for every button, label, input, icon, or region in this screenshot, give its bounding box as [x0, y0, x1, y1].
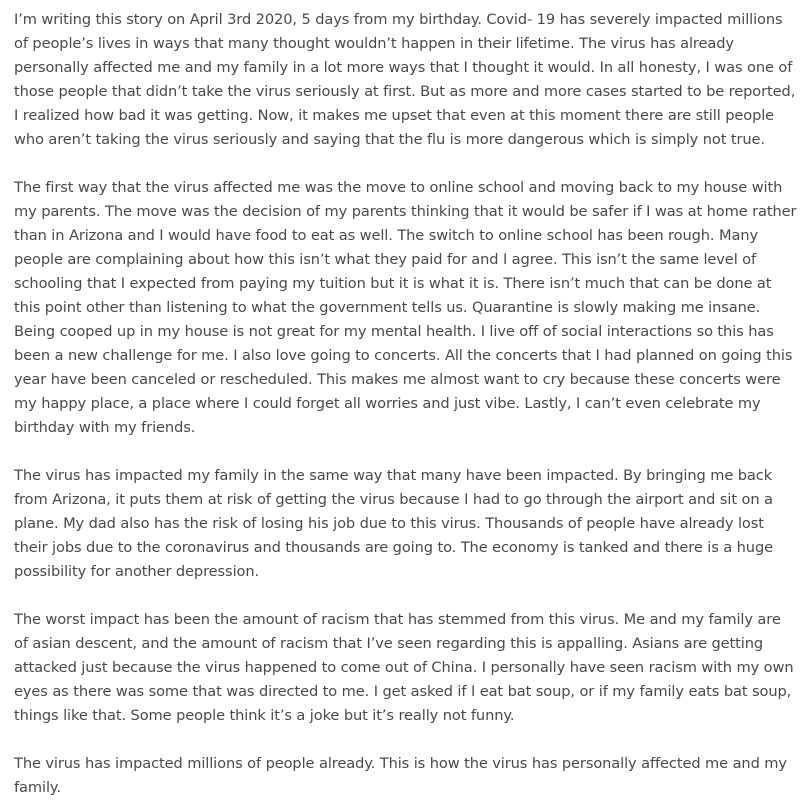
story-paragraph-3: The virus has impacted my family in the same way that many have been impacted. By bringing me back from Arizona, it puts them at risk of getting the virus because I had to go through the airport and sit on a plane. My dad also has the risk of losing his job due to this virus. Thousands of people have already lost their jobs due to the coronavirus and thousands are going to. The economy is tanked and there is a huge possibility for another depression. [14, 467, 774, 580]
story-paragraph-4: The worst impact has been the amount of racism that has stemmed from this virus. Me and my family are of asian descent, and the amount of racism that I’ve seen regarding this is appalling. Asians are getting attacked just because the virus happened to come out of China. I personally have seen racism with my own eyes as there was some that was directed to me. I get asked if I eat bat soup, or if my family eats bat soup, things like that. Some people think it’s a joke but it’s really not funny. [14, 611, 794, 724]
story-paragraph-2: The first way that the virus affected me was the move to online school and moving back to my house with my parents. The move was the decision of my parents thinking that it would be safer if I was at home rather than in Arizona and I would have food to eat as well. The switch to online school has been rough. Many people are complaining about how this isn’t what they paid for and I agree. This isn’t the same level of schooling that I expected from paying my tuition but it is what it is. There isn’t much that can be done at this point other than listening to what the government tells us. Quarantine is slowly making me insane. Being cooped up in my house is not great for my mental health. I live off of social interactions so this has been a new challenge for me. I also love going to concerts. All the concerts that I had planned on going this year have been canceled or rescheduled. This makes me almost want to cry because these concerts were my happy place, a place where I could forget all worries and just vibe. Lastly, I can’t even celebrate my birthday with my friends. [14, 179, 797, 436]
story-paragraph-5: The virus has impacted millions of people already. This is how the virus has personally affected me and my family. [14, 755, 787, 796]
story-paragraph-1: I’m writing this story on April 3rd 2020, 5 days from my birthday. Covid- 19 has severely impacted millions of people’s lives in ways that many thought wouldn’t happen in their lifetime. The virus has already personally affected me and my family in a lot more ways that I thought it would. In all honesty, I was one of those people that didn’t take the virus seriously at first. But as more and more cases started to be reported, I realized how bad it was getting. Now, it makes me upset that even at this moment there are still people who aren’t taking the virus seriously and saying that the flu is more dangerous which is simply not true. [14, 11, 796, 148]
